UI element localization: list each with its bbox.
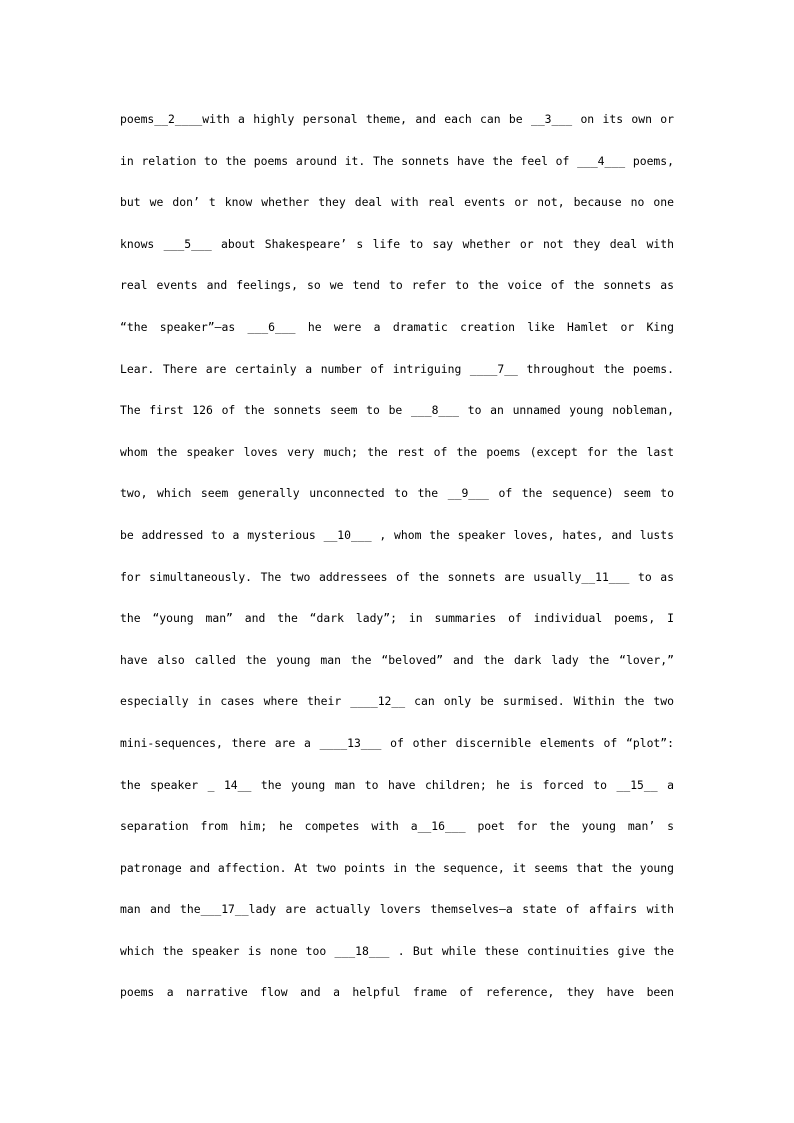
text-line: poems a narrative flow and a helpful frame of reference, they have been	[120, 985, 674, 1000]
text-line: mini-sequences, there are a ____13___ of other discernible elements of “plot”:	[120, 735, 674, 750]
text-line: have also called the young man the “beloved” and the dark lady the “lover,”	[120, 652, 674, 667]
text-line: “the speaker”—as ___6___ he were a dramatic creation like Hamlet or King	[120, 319, 674, 334]
text-line: in relation to the poems around it. The sonnets have the feel of ___4___ poems,	[120, 153, 674, 168]
text-line: the speaker _ 14__ the young man to have children; he is forced to __15__ a	[120, 777, 674, 792]
text-line: be addressed to a mysterious __10___ , whom the speaker loves, hates, and lusts	[120, 527, 674, 542]
text-line: two, which seem generally unconnected to the __9___ of the sequence) seem to	[120, 486, 674, 501]
text-line: the “young man” and the “dark lady”; in summaries of individual poems, I	[120, 611, 674, 626]
text-line: Lear. There are certainly a number of intriguing ____7__ throughout the poems.	[120, 361, 674, 376]
text-line: knows ___5___ about Shakespeare’ s life to say whether or not they deal with	[120, 236, 674, 251]
text-line: The first 126 of the sonnets seem to be ___8___ to an unnamed young nobleman,	[120, 403, 674, 418]
text-line: which the speaker is none too ___18___ . But while these continuities give the	[120, 943, 674, 958]
text-line: especially in cases where their ____12__ can only be surmised. Within the two	[120, 694, 674, 709]
text-line: separation from him; he competes with a__16___ poet for the young man’ s	[120, 819, 674, 834]
body-text	[120, 108, 674, 1023]
text-line: poems__2____with a highly personal theme, and each can be __3___ on its own or	[120, 112, 674, 126]
text-line: but we don’ t know whether they deal with real events or not, because no one	[120, 195, 674, 210]
text-line: for simultaneously. The two addressees of the sonnets are usually__11___ to as	[120, 569, 674, 584]
text-line: real events and feelings, so we tend to refer to the voice of the sonnets as	[120, 278, 674, 293]
text-line: patronage and affection. At two points in the sequence, it seems that the young	[120, 860, 674, 875]
text-line: man and the___17__lady are actually lovers themselves—a state of affairs with	[120, 902, 674, 917]
text-line: whom the speaker loves very much; the rest of the poems (except for the last	[120, 444, 674, 459]
